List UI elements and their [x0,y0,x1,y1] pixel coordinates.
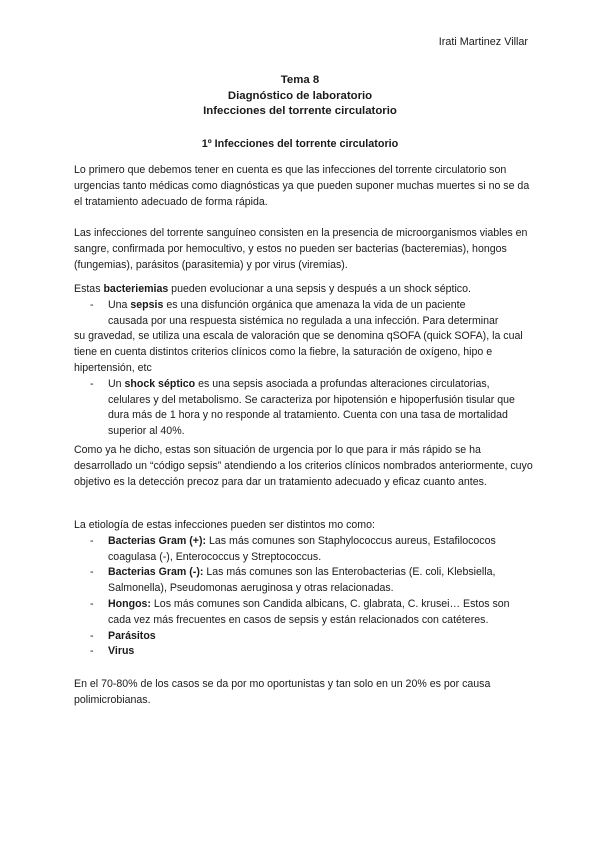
paragraph-etiology-text: La etiología de estas infecciones pueden ser distintos mo como: [74,519,375,531]
title-line-1: Tema 8 [280,74,320,86]
list-item: - Bacterias Gram (-): Las más comunes son las Enterobacterias (E. coli, Klebsiella, Salmonella), Pseudomonas aeruginosa y otras relacionadas. [90,566,496,595]
bullet-dash: - [90,629,94,642]
bullet-dash: - [90,566,94,579]
bullet-dash: - [90,597,94,610]
paragraph-definition [74,226,534,273]
paragraph-etiology [74,518,534,660]
sepsis-continuation: su gravedad, se utiliza una escala de valoración que se denomina qSOFA (quick SOFA), la cual tiene en cuenta distintos criterios clínicos como la fiebre, la saturación de oxígeno, hipo e hipertensión, etc [74,330,523,374]
title-line-2: Diagnóstico de laboratorio [227,89,373,102]
term-bacteriemias: bacteriemias [103,283,169,295]
bullet-dash: - [90,534,94,547]
paragraph-evolution-text: Estas bacteriemias pueden evolucionar a una sepsis y después a un shock séptico. [74,283,471,295]
list-item: - Virus [74,644,534,660]
paragraph-evolution [74,282,534,440]
list-item-shock: - Un shock séptico es una sepsis asociada a profundas alteraciones circulatorias, celulares y del metabolismo. Se caracteriza por hipotensión e hipoperfusión tisular que dura más de 1 hora y no responde al tratamiento. Cuenta con una tasa de mortalidad superior al 40%. [90,377,515,438]
paragraph-definition-text: Las infecciones del torrente sanguíneo consisten en la presencia de microorganismos viables en sangre, confirmada por hemocultivo, y estos no pueden ser bacterias (bacteremias), hongos (fungemias), parásitos (parasitemia) y por virus (viremias). [74,227,528,271]
paragraph-intro-text: Lo primero que debemos tener en cuenta es que las infecciones del torrente circulatorio son urgencias tanto médicas como diagnósticas ya que pueden suponer muchas muertes si no se da el tratamiento adecuado de forma rápida. [74,164,530,208]
list-item: - Hongos: Los más comunes son Candida albicans, C. glabrata, C. krusei… Estos son cada vez más frecuentes en casos de sepsis y están relacionados con catéteres. [90,597,510,626]
document-title [0,73,600,120]
paragraph-codigo-sepsis [74,443,534,490]
paragraph-conclusion [74,677,534,709]
list-item: - Bacterias Gram (+): Las más comunes son Staphylococcus aureus, Estafilococos coagulasa (-), Enterococcus y Streptococcus. [90,534,496,563]
etiology-list [74,534,534,660]
bullet-dash: - [90,645,94,658]
author-name: Irati Martinez Villar [438,36,528,48]
list-item-sepsis: - Una sepsis es una disfunción orgánica que amenaza la vida de un paciente causada por una respuesta sistémica no regulada a una infección. Para determinar su gravedad, se utiliza una escala de valoración que se denomina qSOFA (quick SOFA), la cual tiene en cuenta distintos criterios clínicos como la fiebre, la saturación de oxígeno, hipo e hipertensión, etc [74,298,534,377]
list-item: - Parásitos [74,629,534,645]
section-title: 1º Infecciones del torrente circulatorio [201,138,399,150]
term-shock-septico: shock séptico [124,377,196,390]
paragraph-intro [74,163,534,210]
paragraph-conclusion-text: En el 70-80% de los casos se da por mo oportunistas y tan solo en un 20% es por causa polimicrobianas. [74,678,491,706]
title-line-3: Infecciones del torrente circulatorio [203,105,397,117]
paragraph-codigo-sepsis-text: Como ya he dicho, estas son situación de urgencia por lo que para ir más rápido se ha desarrollado un “código sepsis” atendiendo a los criterios clínicos nombrados anteriormente, cuyo objetivo es la detección precoz para dar un tratamiento adecuado y eficaz cuanto antes. [74,444,533,488]
bullet-dash: - [90,298,94,311]
bullet-dash: - [90,377,94,390]
term-sepsis: sepsis [130,298,164,311]
evolution-list [74,298,534,440]
